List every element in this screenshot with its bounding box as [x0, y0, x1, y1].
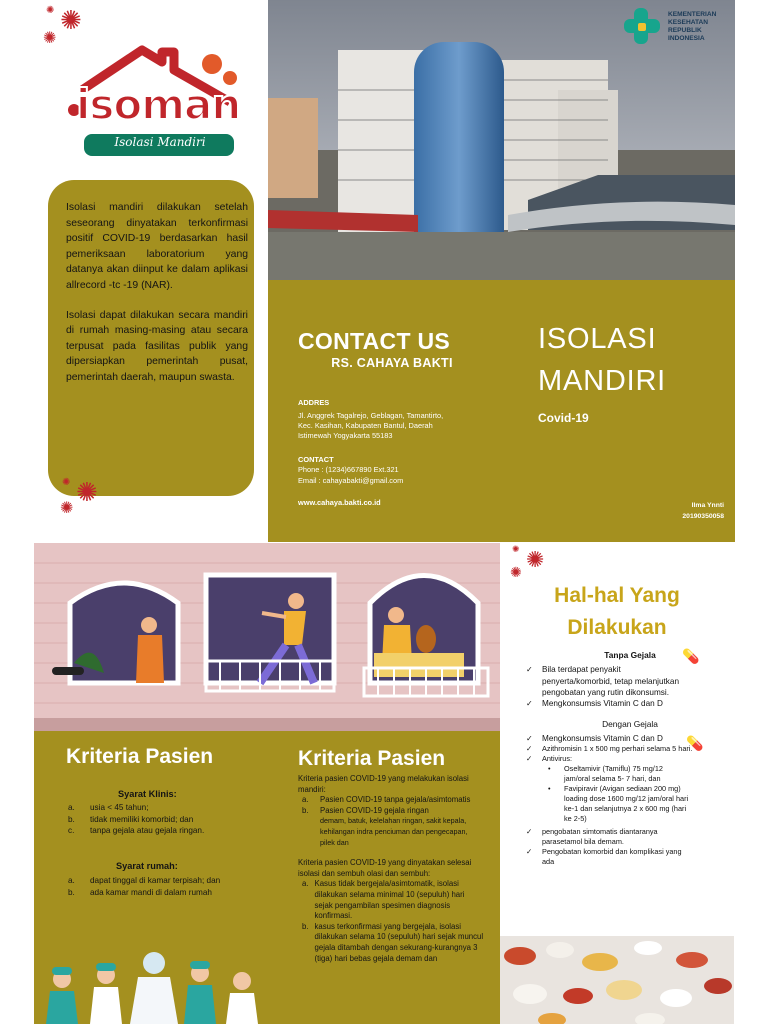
- logo-word: isoman: [76, 80, 241, 129]
- windows-illustration: [34, 543, 500, 731]
- list-item: a. dapat tinggal di kamar terpisah; dan: [68, 876, 221, 885]
- address-line: Istimewah Yogyakarta 55183: [298, 431, 393, 440]
- list-item: • Oseltamivir (Tamiflu) 75 mg/12 jam/oral selama 5- 7 hari, dan: [548, 764, 663, 784]
- address-line: Jl. Anggrek Tagalrejo, Geblagan, Tamantirto,: [298, 411, 444, 420]
- list-item: b. ada kamar mandi di dalam rumah: [68, 887, 212, 897]
- kriteria-note: demam, batuk, kelelahan ringan, sakit kepala, kehilangan indra penciuman dan pengecapan, pilek dan: [320, 816, 468, 847]
- kriteria-panel-1: [34, 731, 268, 1024]
- list-item: b. Pasien COVID-19 gejala ringan: [302, 805, 429, 815]
- bullet-icon: •: [548, 764, 551, 774]
- kemenkes-icon: [620, 4, 664, 48]
- check-icon: ✓: [526, 733, 533, 743]
- check-icon: ✓: [526, 699, 533, 709]
- website-link[interactable]: www.cahaya.bakti.co.id: [298, 498, 381, 507]
- intro-paragraph: Isolasi mandiri dilakukan setelah seseorang dinyatakan terkonfirmasi positif COVID-19 berdasarkan hasil pemeriksaan laboratorium yang datanya akan diinput ke dalam aplikasi allrecord -tc -19 (NAR).: [66, 202, 248, 291]
- kemenkes-text: INDONESIA: [668, 35, 705, 42]
- contact-label: CONTACT: [298, 455, 334, 464]
- list-item: ✓ Mengkonsumsis Vitamin C dan D: [526, 699, 663, 709]
- hospital-name: RS. CAHAYA BAKTI: [331, 356, 453, 370]
- check-icon: ✓: [526, 665, 533, 675]
- author-id: 20190350058: [682, 513, 724, 520]
- list-item: ✓ Bila terdapat penyakit penyerta/komorbid, tetap melanjutkan pengobatan yang rutin dikonsumsi.: [526, 665, 679, 697]
- address-line: Kec. Kasihan, Kabupaten Bantul, Daerah: [298, 421, 433, 430]
- check-icon: ✓: [526, 827, 533, 837]
- virus-icon: ✺: [46, 5, 55, 16]
- intro-paragraph: Isolasi dapat dilakukan secara mandiri di rumah masing-masing atau secara terpusat pada fasilitas publik yang dipersiapkan pemerintah pusat, pemerintah daerah, maupun swasta.: [66, 309, 248, 383]
- list-item: ✓ Antivirus:: [526, 754, 573, 764]
- pills-photo: [500, 936, 734, 1024]
- kriteria-text: [298, 774, 484, 964]
- virus-icon: ✺: [512, 545, 520, 555]
- kemenkes-text: REPUBLIK: [668, 27, 702, 34]
- hospital-photo: [268, 0, 735, 280]
- medicine-icon: 💊: [682, 648, 700, 664]
- virus-icon: ✺: [60, 498, 74, 517]
- bullet-icon: •: [548, 784, 551, 794]
- check-icon: ✓: [526, 847, 533, 857]
- cover-title-line: ISOLASI: [538, 323, 657, 355]
- contact-title: CONTACT US: [298, 328, 451, 354]
- syarat-klinis-list: [68, 802, 260, 837]
- dengan-gejala-title: Dengan Gejala: [602, 719, 658, 730]
- kemenkes-text: KESEHATAN: [668, 19, 709, 26]
- kriteria-intro: Kriteria pasien COVID-19 yang dinyatakan selesai isolasi dan sembuh olasi dan sembuh:: [298, 858, 472, 878]
- author-name: Ilma Ynnti: [691, 502, 724, 509]
- virus-icon: ✺: [60, 6, 82, 36]
- syarat-rumah-title: Syarat rumah:: [116, 861, 178, 871]
- list-item: ✓ Azithromisin 1 x 500 mg perhari selama 5 hari.: [526, 744, 693, 754]
- intro-card: [48, 180, 254, 496]
- cover-title-line: MANDIRI: [538, 365, 667, 397]
- kemenkes-logo: [620, 4, 732, 52]
- syarat-klinis-title: Syarat Klinis:: [118, 789, 177, 799]
- syarat-rumah-list: [68, 875, 260, 898]
- hal-title: [500, 580, 734, 644]
- list-item: c. tanpa gejala atau gejala ringan.: [68, 826, 205, 835]
- medicine-icon: 💊: [686, 735, 704, 751]
- logo-tagline: Isolasi Mandiri: [114, 135, 206, 149]
- phone-text: Phone : (1234)667890 Ext.321: [298, 465, 399, 474]
- check-icon: ✓: [526, 754, 533, 764]
- kriteria-panel-2: [268, 731, 500, 1024]
- address-label: ADDRES: [298, 398, 330, 407]
- cover-title: [538, 318, 666, 402]
- virus-icon: ✺: [62, 477, 71, 488]
- hal-content: [526, 650, 734, 867]
- author: [620, 500, 724, 522]
- virus-icon: ✺: [76, 478, 98, 508]
- isoman-logo: [62, 42, 252, 162]
- tanpa-gejala-title: Tanpa Gejala: [604, 650, 656, 660]
- list-item: ✓ Mengkonsumsis Vitamin C dan D: [526, 733, 663, 743]
- list-item: a. usia < 45 tahun;: [68, 803, 149, 812]
- address-text: [298, 411, 498, 441]
- cover-subtitle: Covid-19: [538, 411, 589, 425]
- check-icon: ✓: [526, 744, 533, 754]
- medical-staff-illustration: [40, 939, 264, 1024]
- list-item: b. tidak memiliki komorbid; dan: [68, 814, 194, 824]
- list-item: • Favipiravir (Avigan sediaan 200 mg) loading dose 1600 mg/12 jam/oral hari ke-1 dan selanjutnya 2 x 600 mg (hari ke 2-5): [548, 784, 689, 824]
- hal-title-line: Dilakukan: [567, 616, 667, 639]
- list-item: a. Kasus tidak bergejala/asimtomatik, isolasi dilakukan selama minimal 10 (sepuluh) hari sejak pengambilan spesimen diagnosis konfirmasi.: [302, 879, 465, 921]
- virus-icon: ✺: [526, 548, 545, 573]
- list-item: ✓ Pengobatan komorbid dan komplikasi yang ada: [526, 847, 682, 867]
- virus-icon: ✺: [510, 565, 522, 581]
- list-item: b. kasus terkonfirmasi yang bergejala, isolasi dilakukan selama 10 (sepuluh) hari sejak muncul gejala ditambah dengan sekurang-kurangnya 3 (tiga) hari bebas gejala demam dan: [302, 921, 484, 963]
- kriteria-title: Kriteria Pasien: [66, 745, 214, 768]
- kemenkes-text: KEMENTERIAN: [668, 11, 717, 18]
- list-item: a. Pasien COVID-19 tanpa gejala/asimtomatis: [302, 795, 471, 805]
- list-item: ✓ pengobatan simtomatis diantaranya parasetamol bila demam.: [526, 827, 658, 847]
- email-text: Email : cahayabakti@gmail.com: [298, 476, 404, 485]
- kriteria-intro: Kriteria pasien COVID-19 yang melakukan isolasi mandiri:: [298, 774, 469, 794]
- hal-title-line: Hal-hal Yang: [554, 584, 680, 607]
- kriteria-title: Kriteria Pasien: [298, 747, 446, 770]
- virus-icon: ✺: [43, 28, 57, 47]
